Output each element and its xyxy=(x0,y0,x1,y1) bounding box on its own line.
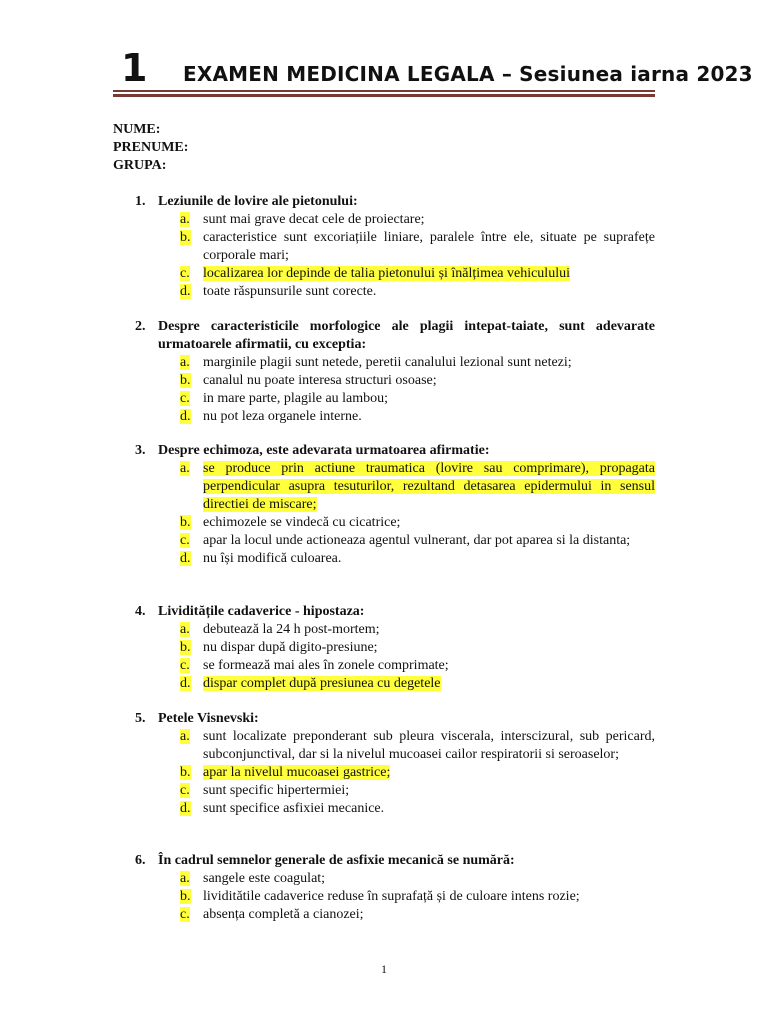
header-rule xyxy=(113,90,655,97)
option-text: nu dispar după digito-presiune; xyxy=(203,640,378,655)
question-text: Despre caracteristicile morfologice ale plagii intepat-taiate, sunt adevarate urmatoarele afirmatii, cu exceptia: xyxy=(158,319,655,352)
option-2d xyxy=(180,408,655,426)
option-text: dispar complet după presiunea cu degetele xyxy=(203,676,441,691)
option-4c xyxy=(180,657,655,675)
option-text: lividitătile cadaverice reduse în suprafață și de culoare intens rozie; xyxy=(203,889,580,904)
option-2b xyxy=(180,372,655,390)
option-text: sangele este coagulat; xyxy=(203,871,326,886)
question-3 xyxy=(135,442,655,568)
option-5a xyxy=(180,728,655,764)
question-number: 5. xyxy=(135,711,146,726)
option-6b xyxy=(180,888,655,906)
option-letter: c. xyxy=(180,266,190,281)
option-letter: b. xyxy=(180,640,191,655)
option-letter: d. xyxy=(180,801,191,816)
option-6c xyxy=(180,906,655,924)
question-2 xyxy=(135,318,655,426)
option-text: nu pot leza organele interne. xyxy=(203,409,362,424)
option-4b xyxy=(180,639,655,657)
question-6 xyxy=(135,852,655,924)
option-3a xyxy=(180,460,655,514)
option-text: se produce prin actiune traumatica (lovire sau comprimare), propagata perpendicular asupra tesuturilor, rezultand detasarea epidermului in sensul directiei de miscare; xyxy=(203,461,655,512)
question-number: 3. xyxy=(135,443,146,458)
option-text: canalul nu poate interesa structuri osoase; xyxy=(203,373,437,388)
question-number: 4. xyxy=(135,604,146,619)
option-1b xyxy=(180,229,655,265)
question-number: 2. xyxy=(135,319,146,334)
option-text: nu își modifică culoarea. xyxy=(203,551,342,566)
option-letter: b. xyxy=(180,765,191,780)
option-letter: a. xyxy=(180,461,190,476)
option-text: apar la locul unde actioneaza agentul vulnerant, dar pot aparea si la distanta; xyxy=(203,533,631,548)
option-letter: c. xyxy=(180,658,190,673)
page-header-number: 1 xyxy=(121,46,148,90)
student-info xyxy=(113,121,188,175)
question-number: 1. xyxy=(135,194,146,209)
option-letter: b. xyxy=(180,230,191,245)
nume-label: NUME: xyxy=(113,122,161,137)
option-5b xyxy=(180,764,655,782)
option-1a xyxy=(180,211,655,229)
option-text: sunt localizate preponderant sub pleura viscerala, interscizural, sub pericard, subconjunctival, dar si la nivelul mucoasei cailor respiratorii si seroaselor; xyxy=(203,729,655,762)
page-title: EXAMEN MEDICINA LEGALA – Sesiunea iarna 2023 xyxy=(183,62,753,86)
option-text: sunt specifice asfixiei mecanice. xyxy=(203,801,385,816)
option-text: sunt specific hipertermiei; xyxy=(203,783,350,798)
option-1d xyxy=(180,283,655,301)
option-letter: c. xyxy=(180,783,190,798)
option-text: se formează mai ales în zonele comprimate; xyxy=(203,658,449,673)
question-5 xyxy=(135,710,655,818)
option-text: caracteristice sunt excoriațiile liniare, paralele între ele, situate pe suprafețe corporale mari; xyxy=(203,230,655,263)
option-letter: a. xyxy=(180,212,190,227)
option-text: debutează la 24 h post-mortem; xyxy=(203,622,380,637)
option-text: localizarea lor depinde de talia pietonului și înălțimea vehiculului xyxy=(203,266,570,281)
option-3c xyxy=(180,532,655,550)
question-1 xyxy=(135,193,655,301)
option-letter: a. xyxy=(180,622,190,637)
option-3d xyxy=(180,550,655,568)
option-letter: b. xyxy=(180,889,191,904)
question-text: Despre echimoza, este adevarata urmatoarea afirmatie: xyxy=(158,443,490,458)
option-text: echimozele se vindecă cu cicatrice; xyxy=(203,515,401,530)
question-text: În cadrul semnelor generale de asfixie mecanică se numără: xyxy=(158,853,515,868)
option-3b xyxy=(180,514,655,532)
question-text: Lividitățile cadaverice - hipostaza: xyxy=(158,604,365,619)
option-letter: d. xyxy=(180,284,191,299)
option-6a xyxy=(180,870,655,888)
question-text: Leziunile de lovire ale pietonului: xyxy=(158,194,358,209)
option-2c xyxy=(180,390,655,408)
question-number: 6. xyxy=(135,853,146,868)
option-text: apar la nivelul mucoasei gastrice; xyxy=(203,765,391,780)
option-1c xyxy=(180,265,655,283)
option-2a xyxy=(180,354,655,372)
option-text: in mare parte, plagile au lambou; xyxy=(203,391,389,406)
option-text: toate răspunsurile sunt corecte. xyxy=(203,284,377,299)
option-letter: c. xyxy=(180,391,190,406)
grupa-label: GRUPA: xyxy=(113,158,167,173)
option-5d xyxy=(180,800,655,818)
option-letter: d. xyxy=(180,676,191,691)
option-4a xyxy=(180,621,655,639)
option-letter: a. xyxy=(180,729,190,744)
option-letter: c. xyxy=(180,907,190,922)
option-4d xyxy=(180,675,655,693)
option-text: marginile plagii sunt netede, peretii canalului lezional sunt netezi; xyxy=(203,355,572,370)
option-text: sunt mai grave decat cele de proiectare; xyxy=(203,212,425,227)
option-letter: a. xyxy=(180,355,190,370)
option-letter: b. xyxy=(180,373,191,388)
question-4 xyxy=(135,603,655,693)
question-text: Petele Visnevski: xyxy=(158,711,259,726)
option-letter: a. xyxy=(180,871,190,886)
page-number: 1 xyxy=(381,962,387,976)
option-letter: d. xyxy=(180,409,191,424)
option-letter: b. xyxy=(180,515,191,530)
option-text: absența completă a cianozei; xyxy=(203,907,364,922)
prenume-label: PRENUME: xyxy=(113,140,189,155)
option-5c xyxy=(180,782,655,800)
option-letter: c. xyxy=(180,533,190,548)
option-letter: d. xyxy=(180,551,191,566)
